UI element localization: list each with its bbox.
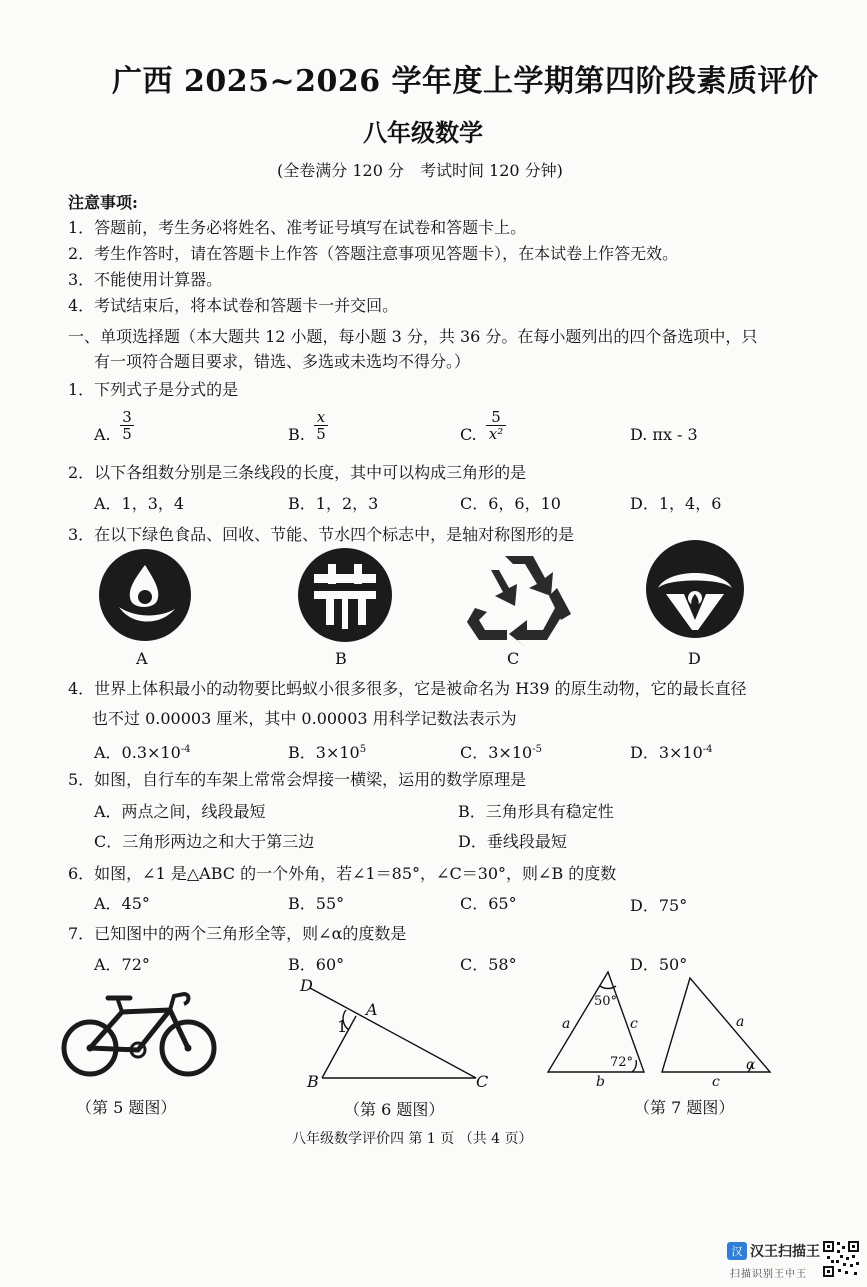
figure-5-caption: （第 5 题图） xyxy=(76,1098,177,1117)
q2-option-a: A．1，3，4 xyxy=(94,494,185,513)
q7-option-c: C．58° xyxy=(460,955,517,974)
q1-option-b-label: B. xyxy=(288,425,305,444)
q2-option-c: C．6，6，10 xyxy=(460,494,561,513)
fig6-label-c: C xyxy=(476,1072,489,1091)
q1-option-a-label: A. xyxy=(94,425,111,444)
question-4-line2: 也不过 0.00003 厘米，其中 0.00003 用科学记数法表示为 xyxy=(92,709,517,728)
note-item-3: 3．不能使用计算器。 xyxy=(68,270,223,289)
q4-option-d: D．$3\times 10^{-4}$ xyxy=(630,743,713,762)
q5-option-a: A．两点之间，线段最短 xyxy=(94,802,266,821)
q2-option-b: B．1，2，3 xyxy=(288,494,379,513)
fig7-left-bottom-angle: 72° xyxy=(610,1055,634,1070)
question-6-stem: 6．如图，∠1 是△ABC 的一个外角，若∠1＝85°，∠C＝30°，则∠B 的度数 xyxy=(68,864,617,883)
fig6-label-angle-1: 1 xyxy=(337,1017,348,1036)
q1-option-c-label: C. xyxy=(460,425,477,444)
question-1-stem: 1．下列式子是分式的是 xyxy=(68,380,239,399)
q2-option-d: D．1，4，6 xyxy=(630,494,722,513)
q7-option-d: D．50° xyxy=(630,955,688,974)
q4-option-b: B．$3\times 10^5$ xyxy=(288,743,367,762)
q3-label-d: D xyxy=(688,649,701,668)
qr-code-icon xyxy=(822,1240,860,1278)
q1-option-b-fraction: $\frac{x}{5}$ xyxy=(314,409,328,442)
fig7-right-angle-alpha: α xyxy=(746,1057,756,1073)
q3-label-a: A xyxy=(136,649,148,668)
question-5-stem: 5．如图，自行车的车架上常常会焊接一横梁，运用的数学原理是 xyxy=(68,770,527,789)
q7-option-a: A．72° xyxy=(94,955,150,974)
recycle-logo xyxy=(463,548,575,644)
fig7-left-side-b: b xyxy=(596,1074,605,1090)
q5-option-b: B．三角形具有稳定性 xyxy=(458,802,614,821)
page-footer: 八年级数学评价四 第 1 页 （共 4 页） xyxy=(292,1131,533,1147)
section1-heading: 一、单项选择题（本大题共 12 小题，每小题 3 分，共 36 分。在每小题列出的四个备选项中，只 xyxy=(68,327,758,346)
figure-7-caption: （第 7 题图） xyxy=(634,1098,735,1117)
watermark-brand: 汉王扫描王 xyxy=(750,1244,820,1260)
fig6-label-d: D xyxy=(300,976,313,995)
q6-option-b: B．55° xyxy=(288,894,345,913)
note-item-1: 1．答题前，考生务必将姓名、准考证号填写在试卷和答题卡上。 xyxy=(68,218,527,237)
question-4-line1: 4．世界上体积最小的动物要比蚂蚁小很多很多，它是被命名为 H39 的原生动物，它的最长直径 xyxy=(68,679,747,698)
figure-6-caption: （第 6 题图） xyxy=(344,1100,445,1119)
green-food-logo xyxy=(97,547,193,643)
question-2-stem: 2．以下各组数分别是三条线段的长度，其中可以构成三角形的是 xyxy=(68,463,527,482)
bicycle-figure xyxy=(62,988,218,1080)
q4-option-c: C．$3\times 10^{-5}$ xyxy=(460,743,542,762)
fig6-label-a: A xyxy=(366,1000,378,1019)
fig7-left-top-angle: 50° xyxy=(594,994,618,1009)
energy-saving-logo xyxy=(296,546,394,644)
exam-info: (全卷满分 120 分 考试时间 120 分钟) xyxy=(277,161,563,180)
q3-label-b: B xyxy=(335,649,347,668)
q5-option-d: D．垂线段最短 xyxy=(458,832,567,851)
note-item-4: 4．考试结束后，将本试卷和答题卡一并交回。 xyxy=(68,296,399,315)
fig7-right-side-a: a xyxy=(736,1014,745,1030)
fig7-right-side-c: c xyxy=(712,1074,720,1090)
q3-label-c: C xyxy=(507,649,520,668)
subject-title: 八年级数学 xyxy=(363,118,483,147)
q1-option-c-fraction: $\frac{5}{\text{x²}}$ xyxy=(486,409,506,442)
fig7-left-side-c: c xyxy=(630,1016,638,1032)
q4-option-a: A．$0.3\times 10^{-4}$ xyxy=(94,743,191,762)
q6-option-d: D．75° xyxy=(630,896,688,915)
water-saving-logo xyxy=(644,538,746,640)
q5-option-c: C．三角形两边之和大于第三边 xyxy=(94,832,315,851)
section1-heading-cont: 有一项符合题目要求，错选、多选或未选均不得分。） xyxy=(94,352,471,371)
fig7-left-side-a: a xyxy=(562,1016,571,1032)
q6-option-a: A．45° xyxy=(94,894,150,913)
question-3-stem: 3．在以下绿色食品、回收、节能、节水四个标志中，是轴对称图形的是 xyxy=(68,525,575,544)
q6-option-c: C．65° xyxy=(460,894,517,913)
watermark-tagline: 扫描识别王中王 xyxy=(730,1269,807,1280)
hanwang-logo-icon: 汉 xyxy=(727,1242,747,1260)
q7-option-b: B．60° xyxy=(288,955,345,974)
fig6-label-b: B xyxy=(307,1072,319,1091)
triangle-abc-figure xyxy=(296,976,496,1088)
page-title: 广西 2025~2026 学年度上学期第四阶段素质评价 xyxy=(112,64,819,99)
note-item-2: 2．考生作答时，请在答题卡上作答（答题注意事项见答题卡），在本试卷上作答无效。 xyxy=(68,244,679,263)
q1-option-d: D. πx - 3 xyxy=(630,425,698,444)
notes-heading: 注意事项: xyxy=(68,193,138,212)
q1-option-a-fraction: $\frac{3}{5}$ xyxy=(120,409,134,442)
question-7-stem: 7．已知图中的两个三角形全等，则∠α的度数是 xyxy=(68,924,407,943)
